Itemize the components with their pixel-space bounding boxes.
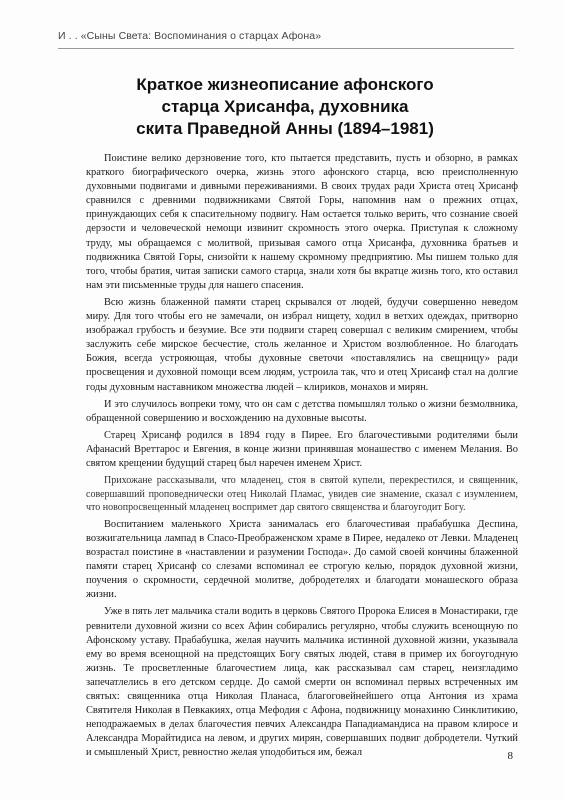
chapter-title-line: скита Праведной Анны (1894–1981): [136, 119, 434, 138]
body-text: [86, 152, 518, 763]
paragraph: Прихожане рассказывали, что младенец, стоя в святой купели, перекрестился, и священник, совершавший проповеднически отец Николай Пламас, увидев сие знамение, сказал с изумлением, что новопросвещенный младенец воспримет дар святого священства и благоугодит Богу.: [86, 475, 518, 514]
chapter-title: [60, 74, 510, 140]
header-rule: [58, 48, 514, 49]
paragraph: Старец Хрисанф родился в 1894 году в Пирее. Его благочестивыми родителями были Афанасий Вреттарос и Евгения, в конце жизни принявшая монашество с именем Мелания. Во святом крещении будущий старец был наречен именем Христ.: [86, 429, 518, 469]
chapter-title-line: старца Хрисанфа, духовника: [161, 97, 409, 116]
paragraph: Всю жизнь блаженной памяти старец скрывался от людей, будучи совершенно неведом миру. Для того чтобы его не замечали, он избрал нищету, ходил в ветхих одеждах, притворно изображал грубость и безумие. Все эти подвиги старец совершал с великим смирением, чтобы заслужить себе мирское бесчестие, столь желанное и Христом возлюбленное. Но благодать Божия, всегда устрояющая, чтобы духовные светочи «поставлялись на свещницу» ради просвещения и духовной помощи всем людям, устроила так, что и отец Хрисанф стал на долгие годы духовным наставником множества людей – клириков, монахов и мирян.: [86, 296, 518, 393]
paragraph: И это случилось вопреки тому, что он сам с детства помышлял только о жизни безмолвника, обращенной совершению и восхождению на духовные высоты.: [86, 398, 518, 424]
paragraph: Воспитанием маленького Христа занималась его благочестивая прабабушка Деспина, возжигательница лампад в Спасо-Преображенском храме в Пирее, недалеко от Левки. Младенец возрастал поистине в «наставлении и разумении Господа». До самой своей кончины блаженной памяти старец Хрисанф со слезами вспоминал ее строгую келью, порядок духовной жизни, поучения о скромности, сердечной молитве, добродетелях и благодати монашеского образа жизни.: [86, 518, 518, 601]
page-number: 8: [507, 750, 513, 762]
chapter-title-line: Краткое жизнеописание афонского: [136, 75, 434, 94]
paragraph: Поистине велико дерзновение того, кто пытается представить, пусть и обзорно, в рамках краткого биографического очерка, жизнь этого афонского старца, всю преисполненную духовными подвигами и дивными переживаниями. В своих трудах ради Христа отец Хрисанф сравнился с древними подвижниками Святой Горы, напомнив нам о прежних отцах, принуждающих себя к спасительному подвигу. Нам остается только верить, что сознание своей дерзости и человеческой немощи извинит скромность этого очерка. Приступая к сложному труду, мы обращаемся с молитвой, призывая самого отца Хрисанфа, духовника братьев и подвижника Святой Горы, снизойти к нашему скромному предприятию. Мы пишем только для того, чтобы братия, читая записки самого старца, знали хотя бы вкратце жизнь того, кто оставил нам эти письменные труды для нашего спасения.: [86, 153, 518, 291]
paragraph: Уже в пять лет мальчика стали водить в церковь Святого Пророка Елисея в Монастираки, где ревнители духовной жизни со всех Афин собирались регулярно, чтобы служить всенощную по Афонскому уставу. Прабабушка, желая научить мальчика истинной духовной жизни, указывала ему во время всенощной на предстоящих Богу святых людей, ставя в пример их богоугодную жизнь. Те просветленные благочестием лица, как рассказывал сам старец, неизгладимо запечатлелись в его детском сердце. До самой смерти он вспоминал первых встреченных им святых: священника отца Николая Планаса, благоговейнейшего отца Антония из храма Святителя Николая в Певкакиях, отца Мефодия с Афона, подвижницу монахиню Синклитикию, неподражаемых в делах благочестия певчих Александра Пападиамандиса на правом клиросе и Александра Морайтидиса на левом, и других мирян, совершавших подвиг добродетели. Чуткий и смышленый Христ, ревностно желая уподобиться им, бежал: [86, 606, 518, 759]
running-header: И . . «Сыны Света: Воспоминания о старцах Афона»: [58, 30, 322, 42]
